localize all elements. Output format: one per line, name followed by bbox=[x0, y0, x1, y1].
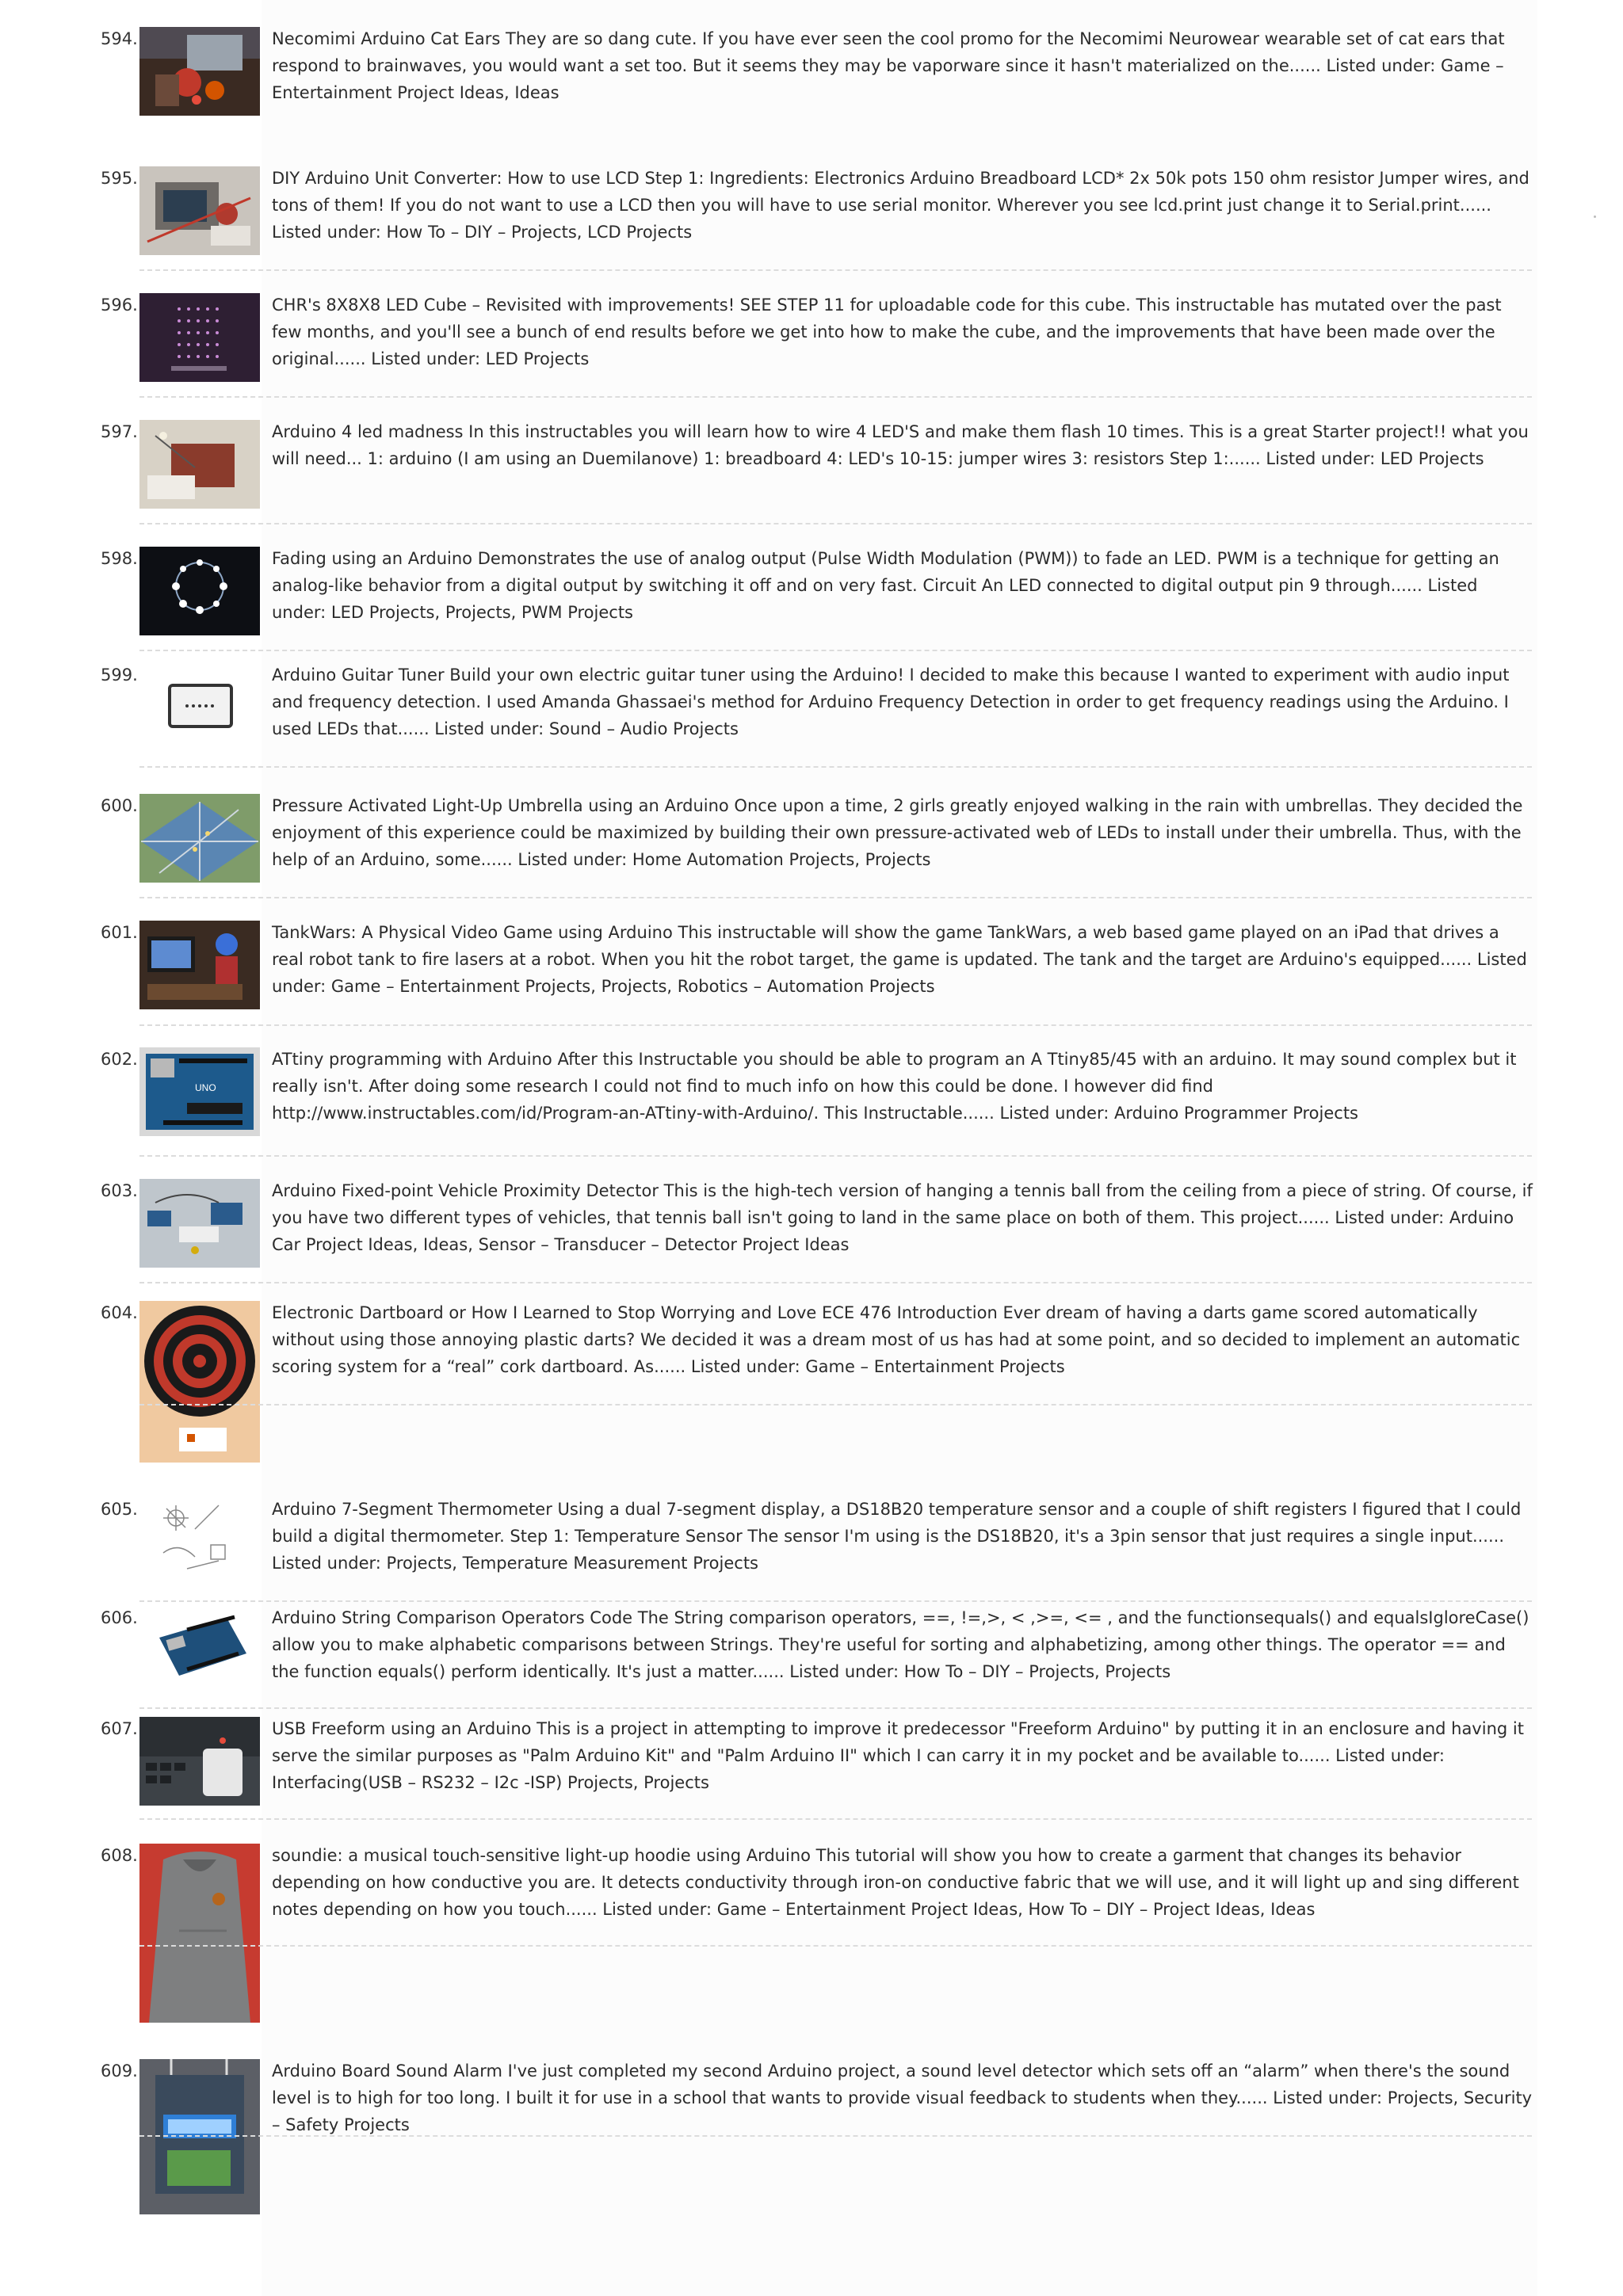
item-number: 595. bbox=[101, 169, 138, 188]
list-item bbox=[0, 1046, 1623, 1149]
list-item bbox=[0, 1177, 1623, 1280]
item-description[interactable]: soundie: a musical touch-sensitive light-up hoodie using Arduino This tutorial will show you how to create a garment that changes its behavior depending on how conductive you are. It detects conductivity through iron-on conductive fabric that we will use, and it will light up and sing different notes depending on how you touch...... Listed under: Game – Entertainment Project Ideas, How To – DIY – Project Ideas, Ideas bbox=[272, 1846, 1519, 1919]
item-description[interactable]: TankWars: A Physical Video Game using Arduino This instructable will show the game TankWars, a web based game played on an iPad that drives a real robot tank to fire lasers at a robot. When you hit the robot target, the game is updated. The tank and the target are Arduino's equipped...... Listed under: Game – Entertainment Projects, Projects, Robotics – Automation Projects bbox=[272, 923, 1527, 996]
list-item bbox=[0, 165, 1623, 268]
thumbnail-image[interactable] bbox=[139, 921, 260, 1009]
item-number: 596. bbox=[101, 296, 138, 315]
list-item bbox=[0, 1604, 1623, 1703]
thumbnail-image[interactable] bbox=[139, 293, 260, 382]
divider bbox=[139, 1024, 1532, 1026]
divider bbox=[139, 1282, 1532, 1283]
divider bbox=[139, 650, 1532, 651]
divider bbox=[139, 1404, 1532, 1405]
list-item bbox=[0, 1715, 1623, 1814]
thumbnail-image[interactable] bbox=[139, 1717, 260, 1806]
item-number: 602. bbox=[101, 1050, 138, 1069]
divider bbox=[139, 1945, 1532, 1947]
item-number: 601. bbox=[101, 923, 138, 942]
divider bbox=[139, 396, 1532, 398]
item-description[interactable]: Arduino Guitar Tuner Build your own electric guitar tuner using the Arduino! I decided to make this because I wanted to experiment with audio input and frequency detection. I used Amanda Ghassaei's method for Arduino Frequency Detection in order to get frequency readings using the Arduino. I used LEDs that...... Listed under: Sound – Audio Projects bbox=[272, 666, 1510, 738]
list-item bbox=[0, 1496, 1623, 1599]
list-item bbox=[0, 919, 1623, 1022]
thumbnail-image[interactable] bbox=[139, 1497, 260, 1586]
thumbnail-image[interactable] bbox=[139, 166, 260, 255]
divider bbox=[139, 1155, 1532, 1157]
item-number: 609. bbox=[101, 2061, 138, 2081]
divider bbox=[139, 766, 1532, 768]
thumbnail-image[interactable] bbox=[139, 2059, 260, 2214]
item-number: 599. bbox=[101, 666, 138, 685]
list-item bbox=[0, 1842, 1623, 2024]
thumbnail-image[interactable] bbox=[139, 420, 260, 509]
list-item bbox=[0, 2058, 1623, 2224]
item-number: 603. bbox=[101, 1181, 138, 1200]
thumbnail-image[interactable] bbox=[139, 1047, 260, 1136]
item-number: 604. bbox=[101, 1303, 138, 1322]
divider bbox=[139, 1707, 1532, 1709]
item-number: 597. bbox=[101, 422, 138, 441]
thumbnail-image[interactable] bbox=[139, 27, 260, 116]
thumbnail-image[interactable] bbox=[139, 663, 260, 752]
item-description[interactable]: Arduino Fixed-point Vehicle Proximity Detector This is the high-tech version of hanging a tennis ball from the ceiling from a piece of string. Of course, if you have two different types of vehicles, that tennis ball isn't going to land in the same place on both of them. This project...... Listed under: Arduino Car Project Ideas, Ideas, Sensor – Transducer – Detector Project Ideas bbox=[272, 1181, 1533, 1254]
item-number: 605. bbox=[101, 1500, 138, 1519]
item-description[interactable]: Electronic Dartboard or How I Learned to Stop Worrying and Love ECE 476 Introduction Ever dream of having a darts game scored automatically without using those annoying plastic darts? We decided it was a dream most of us has had at some point, and so decided to implement an automatic scoring system for a “real” cork dartboard. As...... Listed under: Game – Entertainment Projects bbox=[272, 1303, 1521, 1376]
list-item bbox=[0, 545, 1623, 648]
item-description[interactable]: Pressure Activated Light-Up Umbrella using an Arduino Once upon a time, 2 girls greatly enjoyed walking in the rain with umbrellas. They decided the enjoyment of this experience could be maximized by building their own pressure-activated web of LEDs to install under their umbrella. Thus, with the help of an Arduino, some...... Listed under: Home Automation Projects, Projects bbox=[272, 796, 1523, 869]
divider bbox=[139, 523, 1532, 524]
thumbnail-image[interactable] bbox=[139, 1606, 260, 1695]
svg-text:UNO: UNO bbox=[195, 1082, 216, 1093]
item-number: 598. bbox=[101, 549, 138, 568]
list-item bbox=[0, 792, 1623, 895]
divider bbox=[139, 2135, 1532, 2137]
item-number: 606. bbox=[101, 1608, 138, 1627]
item-description[interactable]: Arduino 4 led madness In this instructables you will learn how to wire 4 LED'S and make them flash 10 times. This is a great Starter project!! what you will need... 1: arduino (I am using an Duemilanove) 1: breadboard 4: LED's 10-15: jumper wires 3: resistors Step 1:...... Listed under: LED Projects bbox=[272, 422, 1529, 468]
item-description[interactable]: DIY Arduino Unit Converter: How to use LCD Step 1: Ingredients: Electronics Arduino Breadboard LCD* 2x 50k pots 150 ohm resistor Jumper wires, and tons of them! If you do not want to use a LCD then you will have to use serial monitor. Wherever you see lcd.print just change it to Serial.print...... Listed under: How To – DIY – Projects, LCD Projects bbox=[272, 169, 1529, 242]
item-number: 608. bbox=[101, 1846, 138, 1865]
item-number: 594. bbox=[101, 29, 138, 48]
item-description[interactable]: Fading using an Arduino Demonstrates the use of analog output (Pulse Width Modulation (PWM)) to fade an LED. PWM is a technique for getting an analog-like behavior from a digital output by switching it off and on very fast. Circuit An LED connected to digital output pin 9 through...... Listed under: LED Projects, Projects, PWM Projects bbox=[272, 549, 1499, 622]
item-number: 600. bbox=[101, 796, 138, 815]
thumbnail-image[interactable] bbox=[139, 547, 260, 635]
thumbnail-image[interactable] bbox=[139, 794, 260, 883]
item-description[interactable]: CHR's 8X8X8 LED Cube – Revisited with improvements! SEE STEP 11 for uploadable code for this cube. This instructable has mutated over the past few months, and you'll see a bunch of end results before we get into how to make the cube, and the improvements that have been made over the original...... Listed under: LED Projects bbox=[272, 296, 1502, 368]
thumbnail-image[interactable] bbox=[139, 1844, 260, 2023]
list-item bbox=[0, 292, 1623, 395]
item-description[interactable]: Arduino String Comparison Operators Code The String comparison operators, ==, !=,>, < ,>=, <= , and the functionsequals() and equalsIgloreCase() allow you to make alphabetic comparisons between Strings. They're useful for sorting and alphabetizing, among other things. The operator == and the function equals() perform identically. It's just a matter...... Listed under: How To – DIY – Projects, Projects bbox=[272, 1608, 1529, 1681]
divider bbox=[139, 1600, 1532, 1602]
item-description[interactable]: Necomimi Arduino Cat Ears They are so dang cute. If you have ever seen the cool promo for the Necomimi Neurowear wearable set of cat ears that respond to brainwaves, you would want a set too. But it seems they may be vaporware since it hasn't materialized on the...... Listed under: Game – Entertainment Project Ideas, Ideas bbox=[272, 29, 1505, 102]
list-item bbox=[0, 418, 1623, 521]
thumbnail-image[interactable] bbox=[139, 1179, 260, 1268]
list-item bbox=[0, 662, 1623, 765]
item-description[interactable]: ATtiny programming with Arduino After this Instructable you should be able to program an A Ttiny85/45 with an arduino. It may sound complex but it really isn't. After doing some research I could not find to much info on how this could be done. I however did find http://www.instructables.com/id/Program-an-ATtiny-with-Arduino/. This Instructable...... Listed under: Arduino Programmer Projects bbox=[272, 1050, 1517, 1123]
item-description[interactable]: Arduino Board Sound Alarm I've just completed my second Arduino project, a sound level detector which sets off an “alarm” when there's the sound level is to high for too long. I built it for use in a school that wants to provide visual feedback to students when they...... Listed under: Projects, Security – Safety Projects bbox=[272, 2061, 1533, 2134]
item-description[interactable]: Arduino 7-Segment Thermometer Using a dual 7-segment display, a DS18B20 temperature sensor and a couple of shift registers I figured that I could build a digital thermometer. Step 1: Temperature Sensor The sensor I'm using is the DS18B20, it's a 3pin sensor that just requires a single input...... Listed under: Projects, Temperature Measurement Projects bbox=[272, 1500, 1522, 1573]
stray-mark bbox=[1594, 215, 1596, 218]
divider bbox=[139, 269, 1532, 271]
list-item bbox=[0, 25, 1623, 144]
divider bbox=[139, 897, 1532, 898]
divider bbox=[139, 1818, 1532, 1820]
list-item bbox=[0, 1299, 1623, 1466]
item-number: 607. bbox=[101, 1719, 138, 1738]
item-description[interactable]: USB Freeform using an Arduino This is a project in attempting to improve it predecessor "Freeform Arduino" by putting it in an enclosure and having it serve the similar purposes as "Palm Arduino Kit" and "Palm Arduino II" which I can carry it in my pocket and be available to...... Listed under: Interfacing(USB – RS232 – I2c -ISP) Projects, Projects bbox=[272, 1719, 1524, 1792]
thumbnail-image[interactable] bbox=[139, 1301, 260, 1463]
